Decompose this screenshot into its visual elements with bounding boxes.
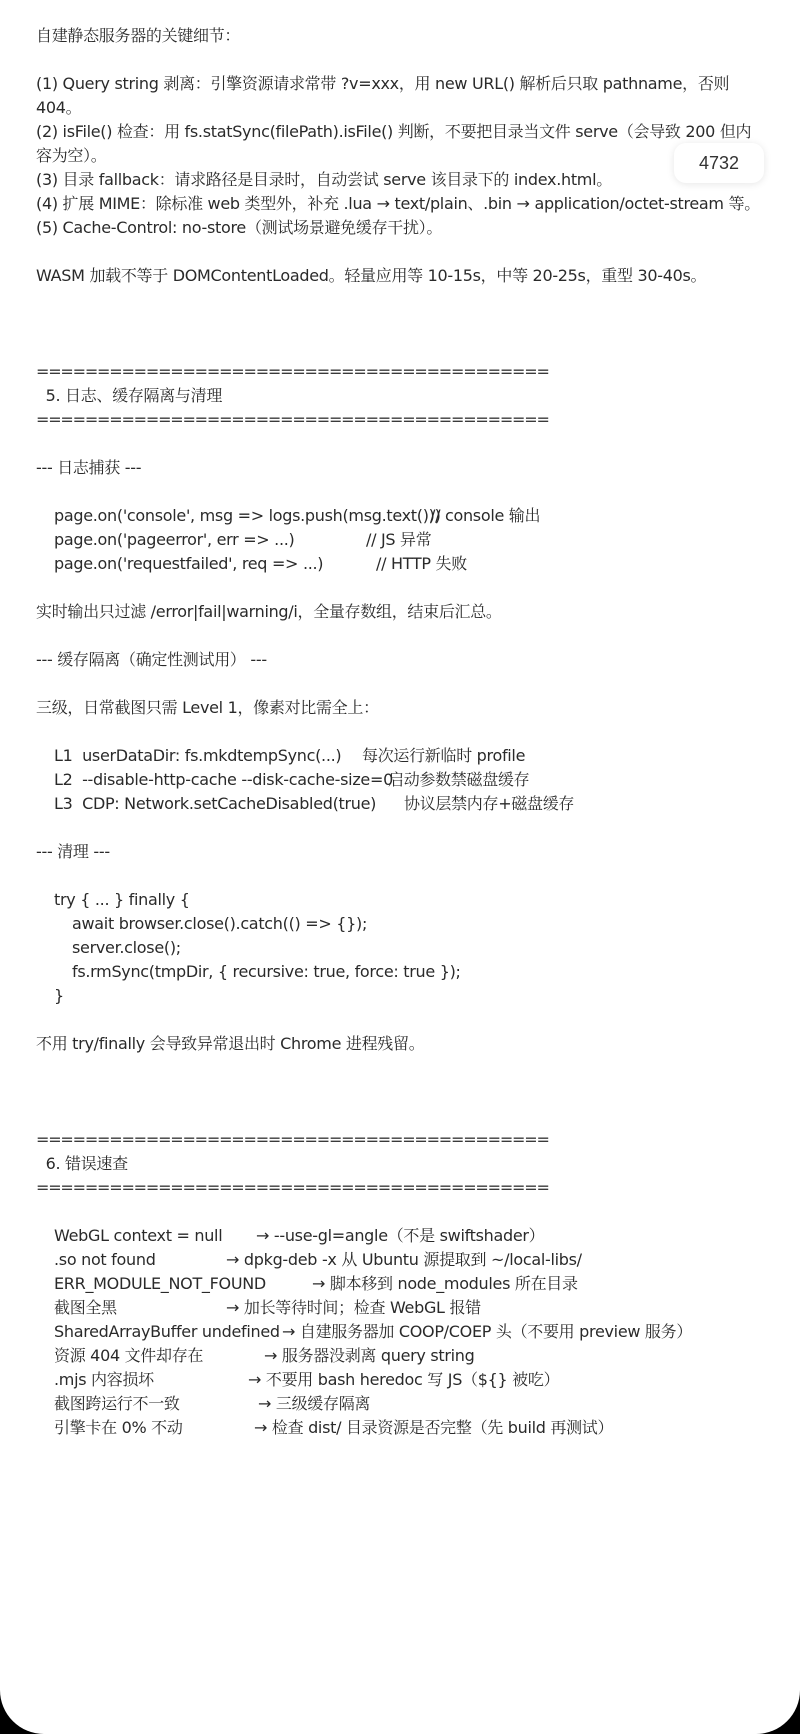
error-row [36,1296,766,1320]
error-row [36,1344,766,1368]
cache-intro: 三级，日常截图只需 Level 1，像素对比需全上： [36,698,379,717]
error-symptom: 引擎卡在 0% 不动 [54,1418,183,1437]
cleanup-note: 不用 try/finally 会导致异常退出时 Chrome 进程残留。 [36,1034,425,1053]
error-symptom: 截图全黑 [54,1298,117,1317]
wasm-note: WASM 加载不等于 DOMContentLoaded。轻量应用等 10-15s，中等 20-25s，重型 30-40s。 [36,266,707,285]
error-fix: → 三级缓存隔离 [258,1394,371,1413]
cache-level-code: L3 CDP: Network.setCacheDisabled(true) [54,794,377,813]
log-note: 实时输出只过滤 /error|fail|warning/i，全量存数组，结束后汇总。 [36,602,502,621]
error-row [36,1272,766,1296]
error-fix: → 服务器没剥离 query string [264,1346,475,1365]
cache-level [36,744,766,768]
error-row [36,1392,766,1416]
logs-heading: --- 日志捕获 --- [36,458,142,477]
error-fix: → 加长等待时间；检查 WebGL 报错 [226,1298,481,1317]
section-separator: ========================================== [36,1178,549,1197]
cache-level-desc: 启动参数禁磁盘缓存 [388,770,530,789]
error-fix: → dpkg-deb -x 从 Ubuntu 源提取到 ~/local-libs/ [226,1250,582,1269]
error-fix: → 自建服务器加 COOP/COEP 头（不要用 preview 服务） [282,1322,693,1341]
error-row [36,1224,766,1248]
error-fix: → --use-gl=angle（不是 swiftshader） [256,1226,545,1245]
error-symptom: 截图跨运行不一致 [54,1394,180,1413]
section-6-title: 6. 错误速查 [36,1154,128,1173]
cache-level-desc: 协议层禁内存+磁盘缓存 [404,794,575,813]
error-fix: → 脚本移到 node_modules 所在目录 [312,1274,578,1293]
cleanup-heading: --- 清理 --- [36,842,110,861]
error-symptom: .mjs 内容损坏 [54,1370,154,1389]
intro-item-2: (2) isFile() 检查：用 fs.statSync(filePath).isFile() 判断，不要把目录当文件 serve（会导致 200 但内容为空）。 [36,122,752,165]
log-comment: // JS 异常 [366,530,432,549]
section-separator: ========================================== [36,1130,549,1149]
error-row [36,1248,766,1272]
intro-item-1: (1) Query string 剥离：引擎资源请求常带 ?v=xxx，用 new URL() 解析后只取 pathname，否则 404。 [36,74,730,117]
log-line [36,552,766,576]
count-badge: 4732 [674,143,764,183]
error-symptom: WebGL context = null [54,1226,223,1245]
cache-heading: --- 缓存隔离（确定性测试用） --- [36,650,267,669]
document-body [36,24,766,1440]
error-row [36,1368,766,1392]
error-symptom: .so not found [54,1250,156,1269]
log-line [36,504,766,528]
error-fix: → 检查 dist/ 目录资源是否完整（先 build 再测试） [254,1418,614,1437]
log-code: page.on('console', msg => logs.push(msg.text())) [54,506,441,525]
cache-level-code: L1 userDataDir: fs.mkdtempSync(...) [54,746,342,765]
cache-level [36,792,766,816]
cache-level [36,768,766,792]
log-comment: // console 输出 [430,506,541,525]
error-symptom: SharedArrayBuffer undefined [54,1322,280,1341]
cleanup-code-line: } [54,986,64,1005]
log-comment: // HTTP 失败 [376,554,467,573]
error-symptom: ERR_MODULE_NOT_FOUND [54,1274,266,1293]
error-row [36,1416,766,1440]
section-5-title: 5. 日志、缓存隔离与清理 [36,386,223,405]
intro-item-4: (4) 扩展 MIME：除标准 web 类型外，补充 .lua → text/plain、.bin → application/octet-stream 等。 [36,194,760,213]
cleanup-code-line: await browser.close().catch(() => {}); [72,914,368,933]
cache-level-desc: 每次运行新临时 profile [362,746,526,765]
log-line [36,528,766,552]
intro-item-3: (3) 目录 fallback：请求路径是目录时，自动尝试 serve 该目录下的 index.html。 [36,170,612,189]
intro-item-5: (5) Cache-Control: no-store（测试场景避免缓存干扰）。 [36,218,443,237]
cleanup-code-line: server.close(); [72,938,181,957]
cache-level-code: L2 --disable-http-cache --disk-cache-size=0 [54,770,393,789]
section-separator: ========================================== [36,410,549,429]
cleanup-code-line: try { ... } finally { [54,890,190,909]
section-separator: ========================================== [36,362,549,381]
log-code: page.on('pageerror', err => ...) [54,530,295,549]
error-symptom: 资源 404 文件却存在 [54,1346,204,1365]
cleanup-code-line: fs.rmSync(tmpDir, { recursive: true, force: true }); [72,962,461,981]
intro-heading: 自建静态服务器的关键细节： [36,26,241,45]
error-row [36,1320,766,1344]
log-code: page.on('requestfailed', req => ...) [54,554,324,573]
error-fix: → 不要用 bash heredoc 写 JS（${} 被吃） [248,1370,560,1389]
